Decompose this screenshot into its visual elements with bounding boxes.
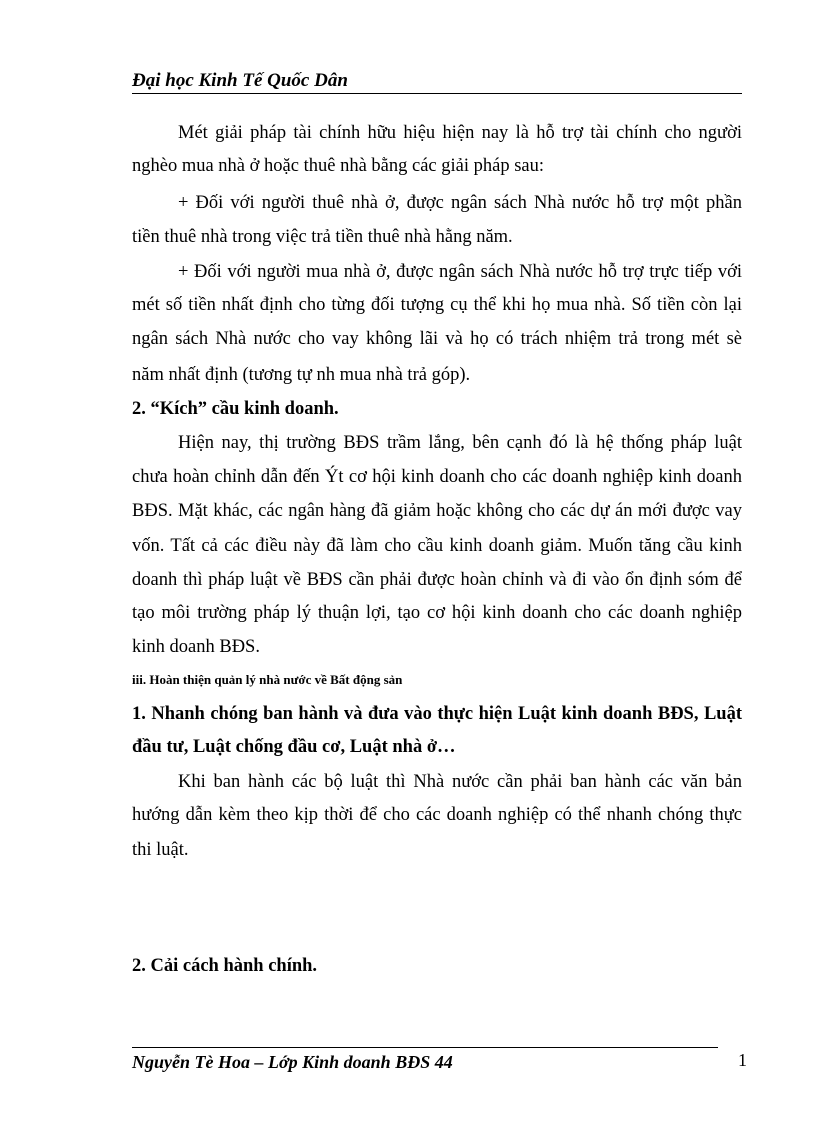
section-heading: 1. Nhanh chóng ban hành và đưa vào thực hiện Luật kinh doanh BĐS, Luật xyxy=(132,704,742,724)
header-title: Đại học Kinh Tế Quốc Dân xyxy=(132,70,348,91)
header-rule xyxy=(132,93,742,94)
section-heading: 2. “Kích” cầu kinh doanh. xyxy=(132,399,339,419)
paragraph-line: + Đối với người mua nhà ở, được ngân sách Nhà nước hỗ trợ trực tiếp với xyxy=(178,262,742,282)
paragraph-line: Hiện nay, thị trường BĐS trầm lắng, bên cạnh đó là hệ thống pháp luật xyxy=(178,433,742,453)
section-heading: đầu tư, Luật chống đầu cơ, Luật nhà ở… xyxy=(132,737,456,757)
paragraph-line: ngân sách Nhà nước cho vay không lãi và họ có trách nhiệm trả trong mét sè xyxy=(132,329,742,349)
footer-rule xyxy=(132,1047,718,1048)
paragraph-line: hướng dẫn kèm theo kịp thời để cho các doanh nghiệp có thể nhanh chóng thực xyxy=(132,805,742,825)
footer-author: Nguyễn Tè Hoa – Lớp Kinh doanh BĐS 44 xyxy=(132,1052,453,1072)
subsection-heading: iii. Hoàn thiện quản lý nhà nước về Bất động sản xyxy=(132,672,403,687)
paragraph-line: Mét giải pháp tài chính hữu hiệu hiện nay là hỗ trợ tài chính cho người xyxy=(178,123,742,143)
paragraph-line: doanh thì pháp luật về BĐS cần phải được hoàn chỉnh và đi vào ổn định sóm để xyxy=(132,570,742,590)
paragraph-line: + Đối với người thuê nhà ở, được ngân sách Nhà nước hỗ trợ một phần xyxy=(178,193,742,213)
paragraph-line: chưa hoàn chỉnh dẫn đến Ýt cơ hội kinh doanh cho các doanh nghiệp kinh doanh xyxy=(132,467,742,487)
paragraph-line: năm nhất định (tương tự nh mua nhà trả góp). xyxy=(132,365,471,385)
paragraph-line: BĐS. Mặt khác, các ngân hàng đã giảm hoặc không cho các dự án mới được vay xyxy=(132,501,742,521)
paragraph-line: Khi ban hành các bộ luật thì Nhà nước cần phải ban hành các văn bản xyxy=(178,772,742,792)
paragraph-line: tạo môi trường pháp lý thuận lợi, tạo cơ hội kinh doanh cho các doanh nghiệp xyxy=(132,603,742,623)
page-number: 1 xyxy=(738,1050,747,1070)
paragraph-line: vốn. Tất cả các điều này đã làm cho cầu kinh doanh giảm. Muốn tăng cầu kinh xyxy=(132,536,742,556)
section-heading: 2. Cải cách hành chính. xyxy=(132,956,318,976)
paragraph-line: kinh doanh BĐS. xyxy=(132,637,260,657)
paragraph-line: mét số tiền nhất định cho từng đối tượng cụ thể khi họ mua nhà. Số tiền còn lại xyxy=(132,295,742,315)
paragraph-line: thi luật. xyxy=(132,840,189,860)
paragraph-line: tiền thuê nhà trong việc trả tiền thuê nhà hằng năm. xyxy=(132,227,513,247)
paragraph-line: nghèo mua nhà ở hoặc thuê nhà bằng các giải pháp sau: xyxy=(132,156,545,176)
